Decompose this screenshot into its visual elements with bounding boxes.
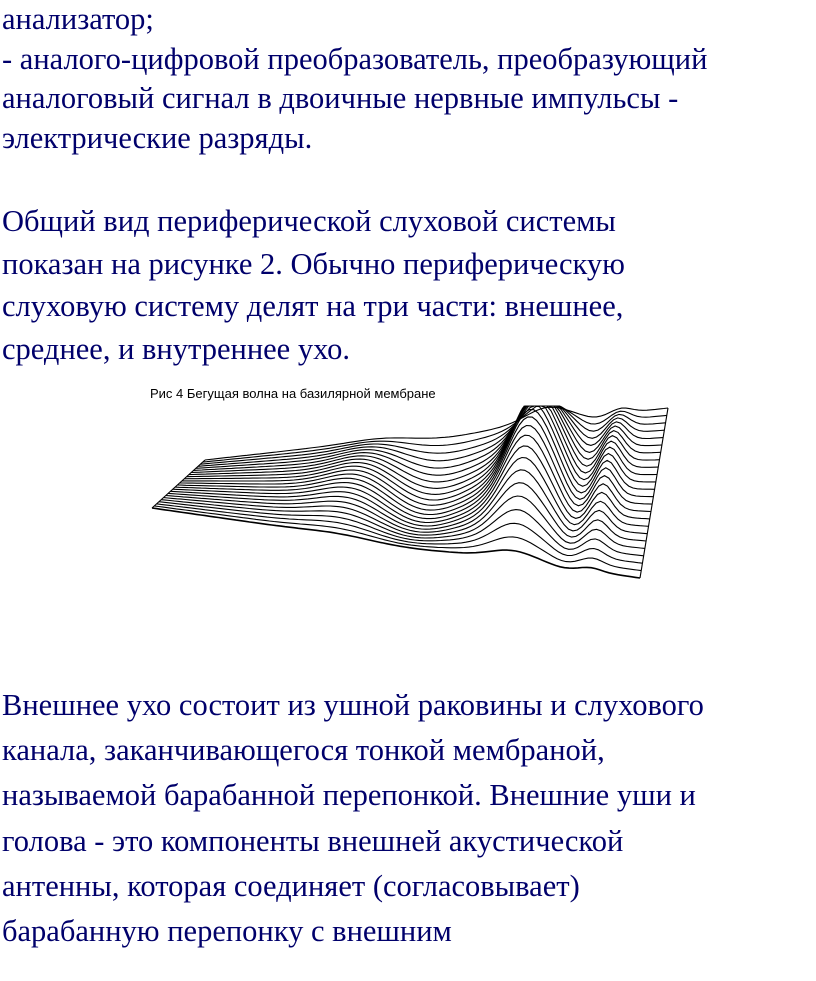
paragraph-outer-ear [2,683,704,954]
membrane-edge [640,408,668,578]
text-line: барабанную перепонку с внешним [2,914,452,949]
figure-caption: Рис 4 Бегущая волна на базилярной мембране [150,386,436,401]
wave-line [205,407,668,460]
text-line: аналоговый сигнал в двоичные нервные импульсы - [2,81,679,115]
text-line: анализатор; [2,2,154,36]
text-line: канала, заканчивающегося тонкой мембраной, [2,733,605,768]
text-line: Внешнее ухо состоит из ушной раковины и слухового [2,688,704,722]
wave-line [154,506,641,571]
text-line: электрические разряды. [2,120,313,155]
text-line: среднее, и внутреннее ухо. [2,331,351,366]
wave-line [173,435,651,522]
text-line: Общий вид периферической слуховой системы [2,204,616,238]
text-line: голова - это компоненты внешней акустической [2,823,624,858]
text-line: антенны, которая соединяет (согласовывает) [2,868,580,903]
wave-line [196,406,663,468]
paragraph-analyzer [2,0,707,158]
wave-line [198,406,664,466]
wave-line [177,417,653,515]
basilar-membrane-wave [152,406,668,578]
traveling-wave-figure [140,378,676,590]
paragraph-peripheral-system [2,200,625,370]
wave-line [189,406,660,488]
text-line: называемой барабанной перепонкой. Внешние уши и [2,778,696,813]
wave-line [203,406,667,462]
text-line: слуховую систему делят на три части: внешнее, [2,289,624,323]
text-line: - аналого-цифровой преобразователь, преобразующий [2,41,708,76]
text-line: показан на рисунке 2. Обычно периферическую [2,246,625,281]
